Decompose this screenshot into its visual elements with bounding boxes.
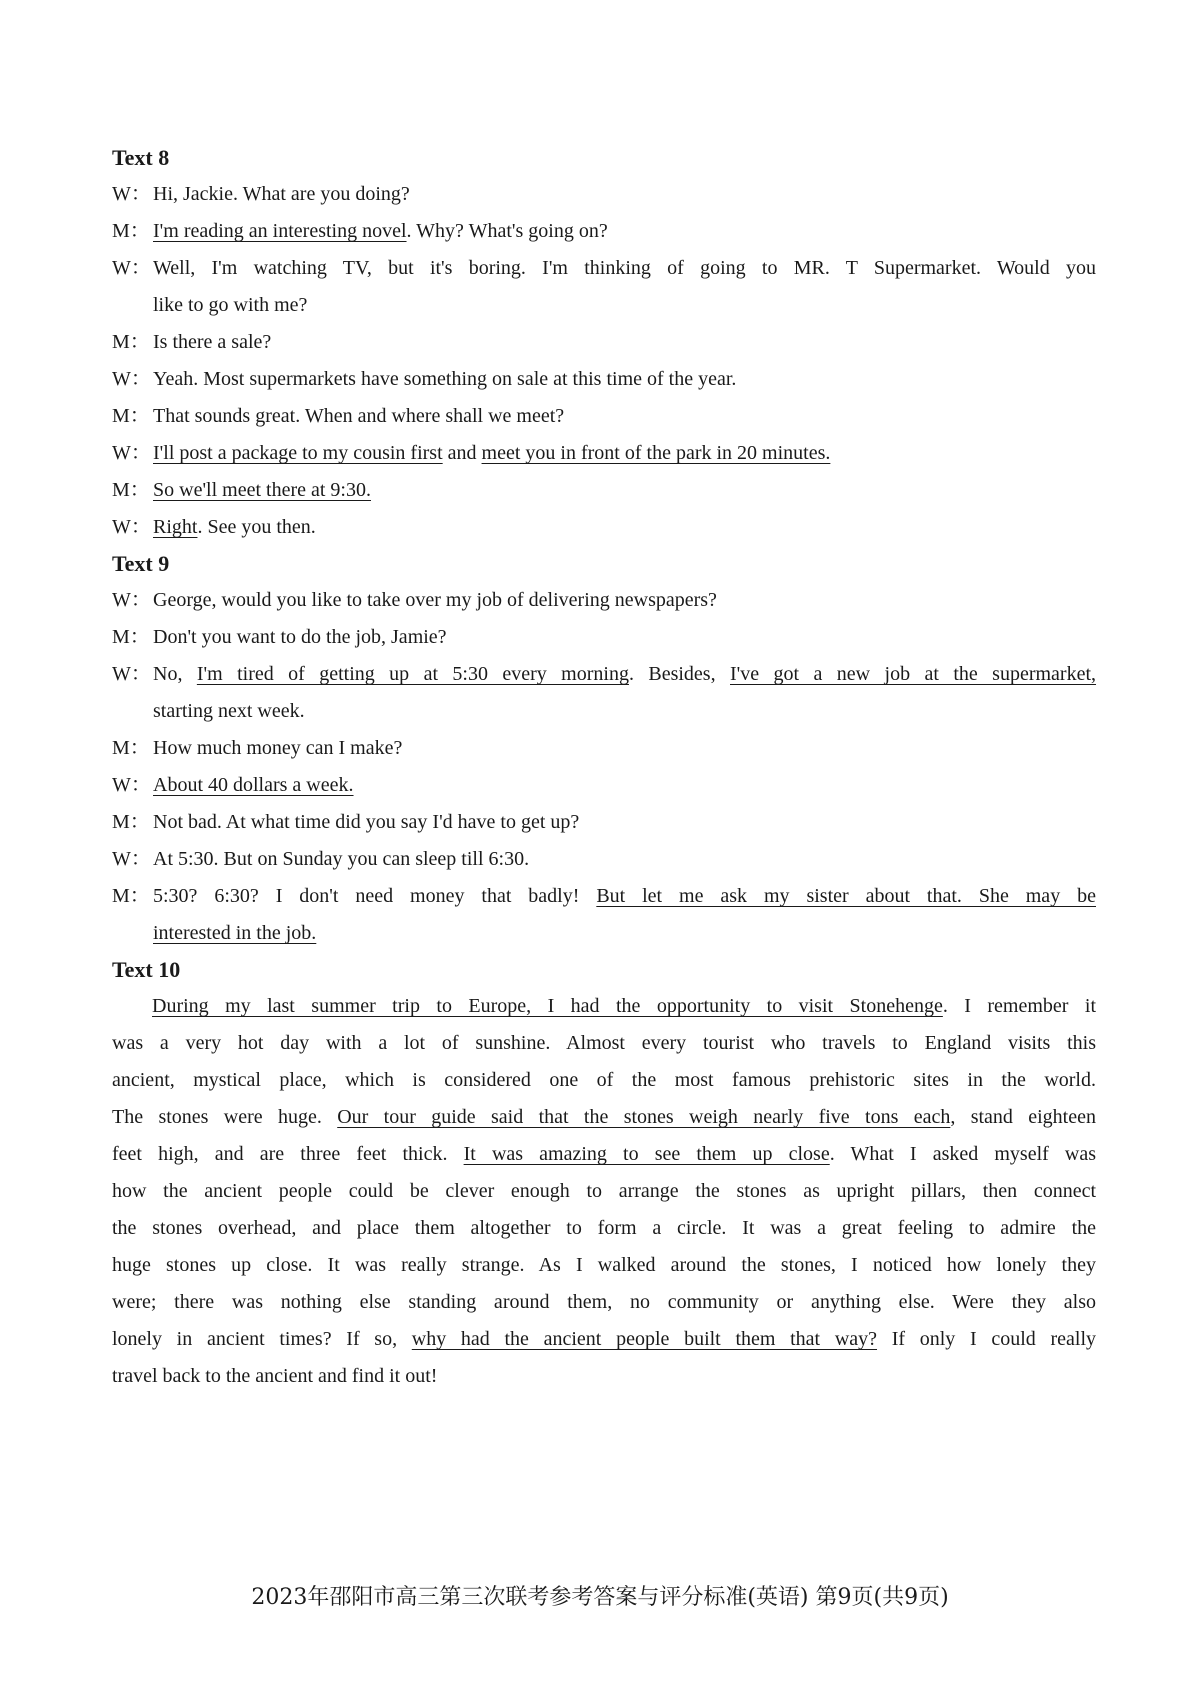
speaker-label: W： (112, 442, 151, 464)
text-span: . Besides, (628, 663, 730, 685)
text-span: The stones were huge. (112, 1106, 338, 1128)
text-span: No, (153, 663, 197, 685)
section-text8 (112, 140, 1096, 546)
passage-line (112, 1099, 1096, 1136)
dialogue-turn (112, 730, 1096, 767)
underlined-answer-span: Our tour guide said that the stones weigh nearly five tons each (337, 1106, 951, 1128)
speaker-label: M： (112, 405, 150, 427)
dialogue-continuation (112, 915, 1096, 952)
dialogue-continuation (112, 693, 1096, 730)
dialogue-turn (112, 324, 1096, 361)
speaker-label: M： (112, 479, 150, 501)
underlined-answer-span: So we'll meet there at 9:30. (153, 479, 371, 501)
text-span: Hi, Jackie. What are you doing? (153, 183, 410, 205)
dialogue-text (153, 472, 1096, 509)
page-footer: 2023年邵阳市高三第三次联考参考答案与评分标准(英语) 第9页(共9页) (251, 1585, 949, 1610)
speaker-label: W： (112, 257, 151, 279)
underlined-answer-span: Right (153, 516, 198, 538)
text-span: was a very hot day with a lot of sunshine. Almost every tourist who travels to England visits this (112, 1032, 1096, 1054)
speaker-label: W： (112, 663, 151, 685)
dialogue-turn (112, 619, 1096, 656)
dialogue-text (153, 213, 1096, 250)
underlined-answer-span: why had the ancient people built them that way? (411, 1328, 878, 1350)
text-span: Is there a sale? (153, 331, 272, 353)
speaker-label: M： (112, 220, 150, 242)
dialogue-text (153, 767, 1096, 804)
text-span: huge stones up close. It was really strange. As I walked around the stones, I noticed how lonely they (112, 1254, 1096, 1276)
text-span: and (442, 442, 482, 464)
passage-line (112, 988, 1096, 1025)
text-span: George, would you like to take over my job of delivering newspapers? (153, 589, 717, 611)
text-span: Don't you want to do the job, Jamie? (153, 626, 447, 648)
text-span: the stones overhead, and place them altogether to form a circle. It was a great feeling to admire the (112, 1217, 1096, 1239)
text-span: . Why? What's going on? (406, 220, 608, 242)
dialogue-text (153, 250, 1096, 287)
speaker-label: W： (112, 183, 151, 205)
document-page (112, 140, 1096, 1395)
passage-line (112, 1025, 1096, 1062)
underlined-answer-span: meet you in front of the park in 20 minutes. (481, 442, 831, 464)
speaker-label: W： (112, 589, 151, 611)
text-span: How much money can I make? (153, 737, 403, 759)
text-span: lonely in ancient times? If so, (112, 1328, 412, 1350)
dialogue-turn (112, 213, 1096, 250)
speaker-label: M： (112, 811, 150, 833)
dialogue-turn (112, 509, 1096, 546)
dialogue-text (153, 361, 1096, 398)
text-span: At 5:30. But on Sunday you can sleep till 6:30. (153, 848, 530, 870)
dialogue-turn (112, 841, 1096, 878)
dialogue-text (153, 435, 1096, 472)
dialogue-text (153, 324, 1096, 361)
text-span: , stand eighteen (950, 1106, 1096, 1128)
dialogue-text (153, 730, 1096, 767)
dialogue-turn (112, 878, 1096, 915)
section-heading: Text 10 (112, 957, 181, 982)
underlined-answer-span: But let me ask my sister about that. She may be (596, 885, 1096, 907)
speaker-label: W： (112, 516, 151, 538)
dialogue-text (153, 582, 1096, 619)
passage-line (112, 1284, 1096, 1321)
section-text9 (112, 546, 1096, 952)
underlined-answer-span: I'm tired of getting up at 5:30 every morning (196, 663, 629, 685)
dialogue-text (153, 804, 1096, 841)
dialogue-turn (112, 250, 1096, 287)
dialogue-text (153, 656, 1096, 693)
section-text10 (112, 952, 1096, 1395)
section-heading: Text 8 (112, 145, 170, 170)
dialogue-continuation (112, 287, 1096, 324)
dialogue-text (153, 878, 1096, 915)
text-span: were; there was nothing else standing around them, no community or anything else. Were they also (112, 1291, 1096, 1313)
speaker-label: W： (112, 848, 151, 870)
text-span: . See you then. (197, 516, 316, 538)
underlined-answer-span: interested in the job. (153, 922, 317, 944)
dialogue-text (153, 176, 1096, 213)
passage-line (112, 1173, 1096, 1210)
dialogue-turn (112, 804, 1096, 841)
dialogue-text (153, 509, 1096, 546)
dialogue-text (153, 398, 1096, 435)
dialogue-turn (112, 582, 1096, 619)
speaker-label: W： (112, 368, 151, 390)
speaker-label: M： (112, 626, 150, 648)
dialogue-turn (112, 472, 1096, 509)
dialogue-text (153, 619, 1096, 656)
text-span: like to go with me? (153, 294, 308, 316)
underlined-answer-span: I'll post a package to my cousin first (153, 442, 443, 464)
underlined-answer-span: During my last summer trip to Europe, I had the opportunity to visit Stonehenge (152, 995, 943, 1017)
text-span: If only I could really (877, 1328, 1096, 1350)
text-span: Well, I'm watching TV, but it's boring. I'm thinking of going to MR. T Supermarket. Would you (153, 257, 1096, 279)
dialogue-turn (112, 656, 1096, 693)
passage-line (112, 1136, 1096, 1173)
passage-line (112, 1321, 1096, 1358)
text-span: ancient, mystical place, which is considered one of the most famous prehistoric sites in the world. (112, 1069, 1096, 1091)
dialogue-turn (112, 435, 1096, 472)
text-span: starting next week. (153, 700, 305, 722)
text-span: Yeah. Most supermarkets have something on sale at this time of the year. (153, 368, 737, 390)
dialogue-text (153, 841, 1096, 878)
text-span: . I remember it (942, 995, 1096, 1017)
speaker-label: W： (112, 774, 151, 796)
underlined-answer-span: About 40 dollars a week. (153, 774, 354, 796)
passage-line (112, 1358, 1096, 1395)
text-span: . What I asked myself was (829, 1143, 1097, 1165)
speaker-label: M： (112, 885, 150, 907)
dialogue-turn (112, 361, 1096, 398)
underlined-answer-span: It was amazing to see them up close (463, 1143, 830, 1165)
dialogue-turn (112, 767, 1096, 804)
text-span: travel back to the ancient and find it out! (112, 1365, 438, 1387)
text-span: how the ancient people could be clever enough to arrange the stones as upright pillars, then connect (112, 1180, 1096, 1202)
text-span: That sounds great. When and where shall we meet? (153, 405, 565, 427)
text-span: 5:30? 6:30? I don't need money that badly! (153, 885, 597, 907)
underlined-answer-span: I've got a new job at the supermarket, (730, 663, 1097, 685)
passage-line (112, 1247, 1096, 1284)
passage-line (112, 1062, 1096, 1099)
section-heading: Text 9 (112, 551, 170, 576)
underlined-answer-span: I'm reading an interesting novel (153, 220, 407, 242)
dialogue-turn (112, 398, 1096, 435)
dialogue-turn (112, 176, 1096, 213)
speaker-label: M： (112, 737, 150, 759)
text-span: feet high, and are three feet thick. (112, 1143, 464, 1165)
passage-line (112, 1210, 1096, 1247)
text-span: Not bad. At what time did you say I'd have to get up? (153, 811, 580, 833)
speaker-label: M： (112, 331, 150, 353)
